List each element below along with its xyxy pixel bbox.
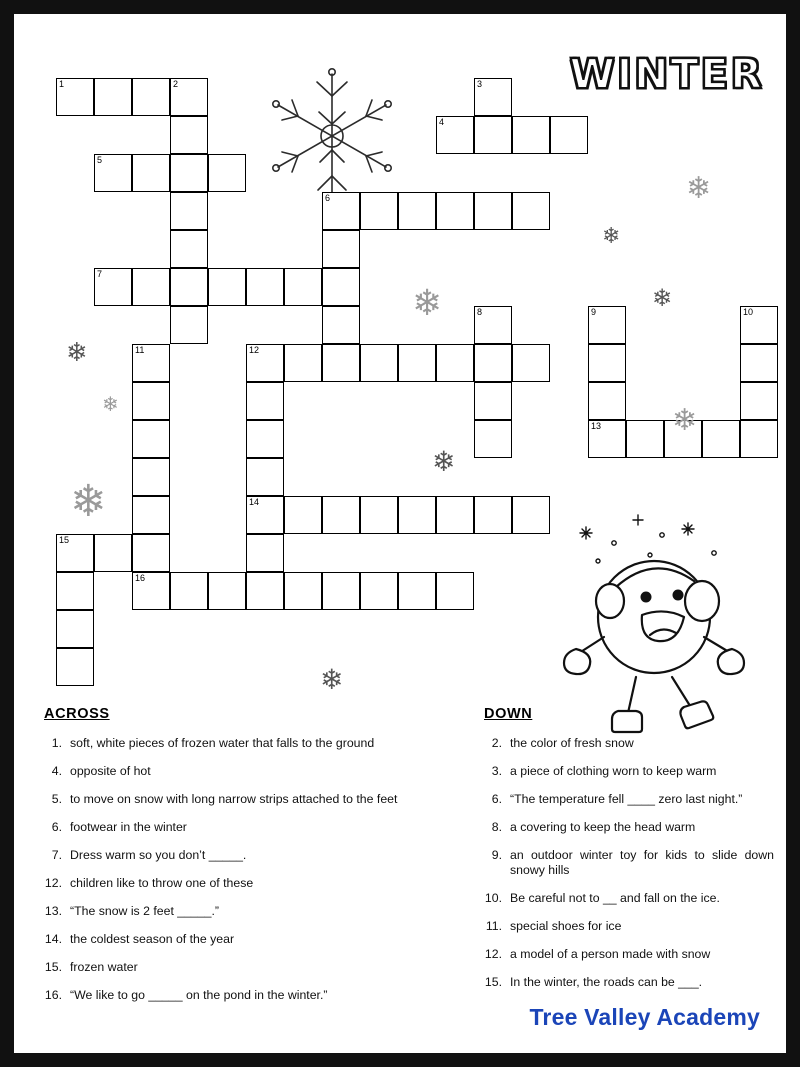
crossword-cell[interactable] <box>740 306 778 344</box>
cell-number: 11 <box>135 345 145 355</box>
down-clue <box>484 792 774 807</box>
crossword-cell[interactable] <box>360 192 398 230</box>
crossword-cell[interactable] <box>550 116 588 154</box>
across-clue <box>44 848 434 863</box>
crossword-cell[interactable] <box>740 382 778 420</box>
crossword-cell[interactable] <box>246 534 284 572</box>
clue-number: 6. <box>51 820 62 834</box>
crossword-cell[interactable] <box>94 78 132 116</box>
across-clue-list <box>44 736 434 1003</box>
clue-text: an outdoor winter toy for kids to slide down snowy hills <box>510 848 774 877</box>
down-clue <box>484 891 774 906</box>
crossword-cell[interactable] <box>398 344 436 382</box>
crossword-cell[interactable] <box>436 192 474 230</box>
crossword-cell[interactable] <box>132 344 170 382</box>
clue-text: “The temperature fell ____ zero last night.” <box>510 792 743 806</box>
crossword-cell[interactable] <box>56 648 94 686</box>
down-clue <box>484 848 774 878</box>
clue-text: Dress warm so you don’t _____. <box>70 848 247 862</box>
cell-number: 9 <box>591 307 597 317</box>
crossword-cell[interactable] <box>170 572 208 610</box>
crossword-cell[interactable] <box>474 420 512 458</box>
crossword-cell[interactable] <box>170 154 208 192</box>
crossword-cell[interactable] <box>398 192 436 230</box>
crossword-cell[interactable] <box>56 572 94 610</box>
clue-text: Be careful not to __ and fall on the ice. <box>510 891 720 905</box>
cell-number: 6 <box>325 193 331 203</box>
crossword-cell[interactable] <box>170 230 208 268</box>
cell-number: 14 <box>249 497 260 507</box>
crossword-cell[interactable] <box>474 116 512 154</box>
page-title: WINTER <box>569 50 764 98</box>
clue-number: 15. <box>484 975 502 989</box>
across-clue <box>44 988 434 1003</box>
crossword-cell[interactable] <box>94 268 132 306</box>
snowflake-icon: ❄ <box>412 283 443 324</box>
across-heading: ACROSS <box>44 706 110 722</box>
across-clue <box>44 932 434 947</box>
clue-text: the coldest season of the year <box>70 932 235 946</box>
crossword-cell[interactable] <box>474 382 512 420</box>
crossword-cell[interactable] <box>436 496 474 534</box>
across-clue <box>44 960 434 975</box>
cell-number: 5 <box>97 155 103 165</box>
crossword-cell[interactable] <box>322 496 360 534</box>
down-clue <box>484 764 774 779</box>
crossword-cell[interactable] <box>512 116 550 154</box>
crossword-cell[interactable] <box>740 420 778 458</box>
down-clue <box>484 947 774 962</box>
snowflake-icon: ❄ <box>672 403 698 438</box>
clue-text: children like to throw one of these <box>70 876 254 890</box>
crossword-cell[interactable] <box>170 192 208 230</box>
crossword-cell[interactable] <box>284 344 322 382</box>
clue-number: 14. <box>44 932 62 946</box>
crossword-cell[interactable] <box>436 116 474 154</box>
crossword-cell[interactable] <box>208 572 246 610</box>
crossword-cell[interactable] <box>322 192 360 230</box>
crossword-cell[interactable] <box>94 534 132 572</box>
cell-number: 12 <box>249 345 260 355</box>
snowflake-icon: ❄ <box>602 224 621 249</box>
clue-text: “The snow is 2 feet _____.” <box>70 904 220 918</box>
down-clue <box>484 975 774 990</box>
clue-number: 2. <box>491 736 502 750</box>
down-clue <box>484 919 774 934</box>
brand-footer: Tree Valley Academy <box>529 1004 760 1030</box>
crossword-cell[interactable] <box>246 572 284 610</box>
clue-number: 4. <box>51 764 62 778</box>
clue-text: soft, white pieces of frozen water that falls to the ground <box>70 736 375 750</box>
cell-number: 15 <box>59 535 70 545</box>
crossword-cell[interactable] <box>132 78 170 116</box>
clue-number: 12. <box>484 947 502 961</box>
clue-number: 5. <box>51 792 62 806</box>
crossword-cell[interactable] <box>512 344 550 382</box>
crossword-cell[interactable] <box>740 344 778 382</box>
crossword-cell[interactable] <box>170 268 208 306</box>
down-heading: DOWN <box>484 706 533 722</box>
cell-number: 8 <box>477 307 483 317</box>
crossword-cell[interactable] <box>246 268 284 306</box>
crossword-cell[interactable] <box>246 496 284 534</box>
across-clue <box>44 736 434 751</box>
clue-number: 8. <box>491 820 502 834</box>
crossword-cell[interactable] <box>588 382 626 420</box>
crossword-cell[interactable] <box>360 344 398 382</box>
crossword-cell[interactable] <box>474 192 512 230</box>
crossword-cell[interactable] <box>246 420 284 458</box>
crossword-cell[interactable] <box>588 420 626 458</box>
crossword-cell[interactable] <box>56 78 94 116</box>
crossword-cell[interactable] <box>512 192 550 230</box>
crossword-cell[interactable] <box>474 78 512 116</box>
cell-number: 4 <box>439 117 445 127</box>
crossword-cell[interactable] <box>208 154 246 192</box>
down-clue <box>484 736 774 751</box>
cell-number: 16 <box>135 573 146 583</box>
crossword-cell[interactable] <box>322 268 360 306</box>
snowflake-icon: ❄ <box>686 171 712 206</box>
crossword-cell[interactable] <box>170 78 208 116</box>
crossword-cell[interactable] <box>132 458 170 496</box>
crossword-cell[interactable] <box>284 572 322 610</box>
crossword-cell[interactable] <box>56 610 94 648</box>
clue-number: 6. <box>491 792 502 806</box>
snowman-mascot <box>542 509 767 734</box>
clue-text: “We like to go _____ on the pond in the winter.” <box>70 988 328 1002</box>
crossword-cell[interactable] <box>436 572 474 610</box>
snowflake-icon: ❄ <box>320 663 344 696</box>
clue-number: 1. <box>51 736 62 750</box>
crossword-cell[interactable] <box>702 420 740 458</box>
cell-number: 2 <box>173 79 179 89</box>
clue-text: a piece of clothing worn to keep warm <box>510 764 717 778</box>
across-clue <box>44 876 434 891</box>
crossword-cell[interactable] <box>132 382 170 420</box>
across-clues-column <box>44 706 434 1016</box>
clue-text: In the winter, the roads can be ___. <box>510 975 703 989</box>
snowflake-icon: ❄ <box>432 445 456 478</box>
clue-text: opposite of hot <box>70 764 151 778</box>
crossword-cell[interactable] <box>246 344 284 382</box>
clue-number: 13. <box>44 904 62 918</box>
crossword-cell[interactable] <box>132 268 170 306</box>
crossword-cell[interactable] <box>474 306 512 344</box>
clue-text: a model of a person made with snow <box>510 947 711 961</box>
crossword-cell[interactable] <box>132 420 170 458</box>
clue-number: 16. <box>44 988 62 1002</box>
down-clue <box>484 820 774 835</box>
crossword-cell[interactable] <box>474 344 512 382</box>
crossword-cell[interactable] <box>94 154 132 192</box>
across-clue <box>44 792 434 807</box>
crossword-cell[interactable] <box>56 534 94 572</box>
clue-text: a covering to keep the head warm <box>510 820 696 834</box>
clue-number: 12. <box>44 876 62 890</box>
cell-number: 10 <box>743 307 754 317</box>
crossword-cell[interactable] <box>398 496 436 534</box>
snowflake-icon: ❄ <box>102 392 119 416</box>
cell-number: 1 <box>59 79 65 89</box>
clue-text: to move on snow with long narrow strips attached to the feet <box>70 792 398 806</box>
crossword-cell[interactable] <box>132 496 170 534</box>
clues-section <box>14 706 786 1026</box>
across-clue <box>44 820 434 835</box>
crossword-cell[interactable] <box>436 344 474 382</box>
snowflake-icon: ❄ <box>70 476 107 527</box>
crossword-cell[interactable] <box>588 306 626 344</box>
clue-text: footwear in the winter <box>70 820 187 834</box>
crossword-cell[interactable] <box>398 572 436 610</box>
cell-number: 7 <box>97 269 103 279</box>
clue-number: 11. <box>485 919 502 933</box>
crossword-cell[interactable] <box>132 154 170 192</box>
across-clue <box>44 904 434 919</box>
crossword-cell[interactable] <box>322 572 360 610</box>
clue-number: 3. <box>491 764 502 778</box>
crossword-cell[interactable] <box>132 534 170 572</box>
crossword-cell[interactable] <box>284 496 322 534</box>
crossword-cell[interactable] <box>322 230 360 268</box>
down-clue-list <box>484 736 774 990</box>
crossword-cell[interactable] <box>246 382 284 420</box>
crossword-cell[interactable] <box>284 268 322 306</box>
snowflake-icon: ❄ <box>652 284 673 312</box>
crossword-cell[interactable] <box>132 572 170 610</box>
crossword-cell[interactable] <box>360 496 398 534</box>
clue-text: special shoes for ice <box>510 919 622 933</box>
snowflake-icon: ❄ <box>66 338 88 368</box>
across-clue <box>44 764 434 779</box>
crossword-cell[interactable] <box>474 496 512 534</box>
crossword-cell[interactable] <box>626 420 664 458</box>
crossword-cell[interactable] <box>322 306 360 344</box>
clue-number: 15. <box>44 960 62 974</box>
crossword-cell[interactable] <box>170 306 208 344</box>
down-clues-column <box>484 706 774 1003</box>
crossword-cell[interactable] <box>170 116 208 154</box>
clue-number: 7. <box>51 848 62 862</box>
clue-number: 10. <box>484 891 502 905</box>
worksheet-sheet <box>14 14 786 1053</box>
crossword-cell[interactable] <box>322 344 360 382</box>
clue-text: the color of fresh snow <box>510 736 634 750</box>
crossword-cell[interactable] <box>360 572 398 610</box>
cell-number: 13 <box>591 421 602 431</box>
clue-number: 9. <box>491 848 502 862</box>
crossword-cell[interactable] <box>246 458 284 496</box>
clue-text: frozen water <box>70 960 138 974</box>
crossword-cell[interactable] <box>588 344 626 382</box>
crossword-cell[interactable] <box>208 268 246 306</box>
cell-number: 3 <box>477 79 483 89</box>
